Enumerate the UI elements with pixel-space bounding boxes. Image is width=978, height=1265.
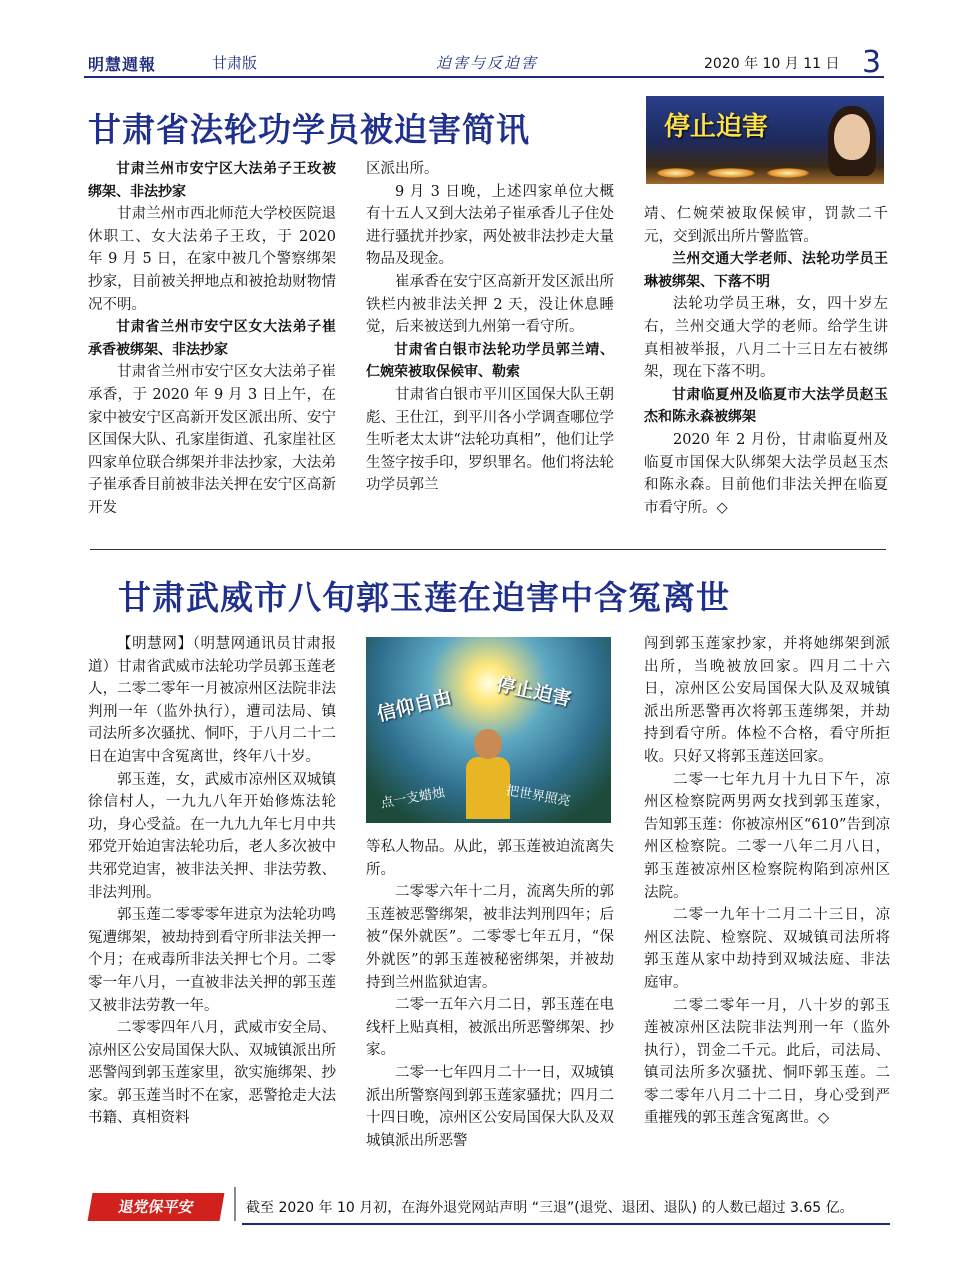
poster-caption-candle: 点一支蜡烛 — [379, 785, 447, 812]
paragraph: 甘肃省白银市平川区国保大队王朝彪、王仕江，到平川各小学调查哪位学生听老太太讲“法轮功真相”，他们让学生签字按手印，罗织罪名。他们将法轮功学员郭兰 — [366, 386, 614, 494]
paragraph: 甘肃兰州市西北师范大学校医院退休职工、女大法弟子王玫，于 2020 年 9 月 5 日，在家中被几个警察绑架抄家，目前被关押地点和被抢劫财物情况不明。 — [88, 206, 336, 313]
paragraph: 郭玉莲二零零零年进京为法轮功鸣冤遭绑架，被劫持到看守所非法关押一个月；在戒毒所非法关押七个月。二零零一年八月，一直被非法关押的郭玉莲又被非法劳教一年。 — [88, 907, 336, 1014]
paragraph: 二零一九年十二月二十三日，凉州区法院、检察院、双城镇司法所将郭玉莲从家中劫持到双城法庭、非法庭审。 — [644, 907, 890, 991]
masthead — [84, 52, 884, 78]
footer-separator — [234, 1187, 236, 1221]
section-label: 迫害与反迫害 — [436, 54, 539, 72]
subheading: 甘肃省兰州市安宁区女大法弟子崔承香被绑架、非法抄家 — [88, 319, 336, 358]
paragraph: 崔承香在安宁区高新开发区派出所铁栏内被非法关押 2 天，没让休息睡觉，后来被送到九州第一看守所。 — [366, 273, 614, 336]
article1-title: 甘肃省法轮功学员被迫害简讯 — [88, 110, 530, 149]
newspaper-brand: 明慧週報 — [88, 55, 157, 74]
poster-caption-world: 把世界照亮 — [504, 783, 572, 810]
article-divider — [90, 549, 886, 550]
paragraph: 二零二零年一月，八十岁的郭玉莲被凉州区法院非法判刑一年（监外执行），罚金二千元。此后，司法局、镇司法所多次骚扰、恫吓郭玉莲。二零二零年八月二十二日，身心受到严重摧残的郭玉莲含冤离世。◇ — [644, 997, 890, 1127]
article2-column-2 — [366, 836, 614, 1152]
woman-face-icon — [834, 114, 870, 160]
paragraph: 9 月 3 日晚，上述四家单位大概有十五人又到大法弟子崔承香儿子住处进行骚扰并抄家，两处被非法抄走大量物品及现金。 — [366, 183, 614, 268]
paragraph: 甘肃省兰州市安宁区女大法弟子崔承香，于 2020 年 9 月 3 日上午，在家中被安宁区高新开发区派出所、安宁区国保大队、孔家崖街道、孔家崖社区四家单位联合绑架并非法抄家，大法弟子崔承香目前被非法关押在安宁区高新开发 — [88, 364, 336, 516]
paragraph: 二零零六年十二月，流离失所的郭玉莲被恶警绑架，被非法判刑四年；后被“保外就医”。二零零七年五月，“保外就医”的郭玉莲被秘密绑架，并被劫持到兰州监狱迫害。 — [366, 884, 614, 991]
badge-text: 停止迫害 — [664, 112, 769, 142]
candle-glow-icon — [766, 168, 810, 178]
paragraph: 郭玉莲，女，武威市凉州区双城镇徐信村人，一九九八年开始修炼法轮功，身心受益。在一九九九年七月中共邪党开始迫害法轮功后，老人多次被中共邪党迫害，被非法关押、非法劳教、非法判刑。 — [88, 771, 336, 901]
paragraph: 2020 年 2 月份，甘肃临夏州及临夏市国保大队绑架大法学员赵玉杰和陈永森。目前他们非法关押在临夏市看守所。◇ — [644, 431, 888, 516]
page-number: 3 — [862, 45, 882, 80]
candle-glow-icon — [706, 168, 756, 178]
subheading: 甘肃临夏州及临夏市大法学员赵玉杰和陈永森被绑架 — [644, 386, 888, 426]
article1-column-2 — [366, 158, 614, 497]
paragraph: 等私人物品。从此，郭玉莲被迫流离失所。 — [366, 839, 614, 878]
issue-date: 2020 年 10 月 11 日 — [704, 56, 840, 72]
paragraph: 二零一七年九月十九日下午，凉州区检察院两男两女找到郭玉莲家，告知郭玉莲：你被凉州区“610”告到凉州区检察院。二零一八年二月八日，郭玉莲被凉州区检察院构陷到凉州区法院。 — [644, 771, 890, 901]
subheading: 甘肃省白银市法轮功学员郭兰靖、仁婉荣被取保候审、勒索 — [366, 341, 614, 381]
article1-column-3 — [644, 203, 888, 519]
candle-glow-icon — [656, 168, 696, 178]
subheading: 兰州交通大学老师、法轮功学员王琳被绑架、下落不明 — [644, 251, 888, 290]
article1-column-1 — [88, 158, 336, 520]
article2-column-3 — [644, 633, 890, 1130]
child-with-candle-icon — [466, 729, 510, 819]
article2-column-1 — [88, 633, 336, 1130]
footer-rule — [242, 1223, 890, 1225]
candle-poster-image — [366, 637, 611, 823]
paragraph: 二零一七年四月二十一日，双城镇派出所警察闯到郭玉莲家骚扰；四月二十四日晚，凉州区公安局国保大队及双城镇派出所恶警 — [366, 1064, 614, 1149]
paragraph: 二零零四年八月，武威市安全局、凉州区公安局国保大队、双城镇派出所恶警闯到郭玉莲家里，欲实施绑架、抄家。郭玉莲当时不在家，恶警抢走大法书籍、真相资料 — [88, 1020, 336, 1127]
paragraph: 二零一五年六月二日，郭玉莲在电线杆上贴真相，被派出所恶警绑架、抄家。 — [366, 997, 614, 1059]
edition-label: 甘肃版 — [212, 54, 258, 72]
header-rule — [84, 76, 884, 78]
paragraph: 【明慧网】（明慧网通讯员甘肃报道）甘肃省武威市法轮功学员郭玉莲老人，二零二零年一月被凉州区法院非法判刑一年（监外执行），遭司法局、镇司法所多次骚扰、恫吓，于八月二十二日在迫害中含冤离世，终年八十岁。 — [88, 636, 336, 765]
poster-caption-stop: 停止迫害 — [494, 673, 574, 711]
footer-banner — [84, 1187, 890, 1227]
paragraph: 区派出所。 — [366, 161, 439, 177]
paragraph: 法轮功学员王琳，女，四十岁左右，兰州交通大学的老师。给学生讲真相被举报，八月二十三日左右被绑架，现在下落不明。 — [644, 296, 888, 381]
subheading: 甘肃兰州市安宁区大法弟子王玫被绑架、非法抄家 — [88, 161, 336, 200]
paragraph: 闯到郭玉莲家抄家，并将她绑架到派出所，当晚被放回家。四月二十六日，凉州区公安局国保大队及双城镇派出所恶警再次将郭玉莲绑架，并劫持到看守所。体检不合格，看守所拒收。只好又将郭玉莲送回家。 — [644, 636, 890, 765]
stop-persecution-badge — [646, 96, 884, 184]
footer-message: 截至 2020 年 10 月初，在海外退党网站声明 “三退”(退党、退团、退队) 的人数已超过 3.65 亿。 — [246, 1200, 854, 1216]
poster-caption-freedom: 信仰自由 — [374, 686, 454, 726]
article2-title: 甘肃武威市八旬郭玉莲在迫害中含冤离世 — [118, 578, 730, 617]
quit-party-tag: 退党保平安 — [88, 1193, 225, 1221]
paragraph: 靖、仁婉荣被取保候审，罚款二千元，交到派出所片警监管。 — [644, 206, 888, 245]
